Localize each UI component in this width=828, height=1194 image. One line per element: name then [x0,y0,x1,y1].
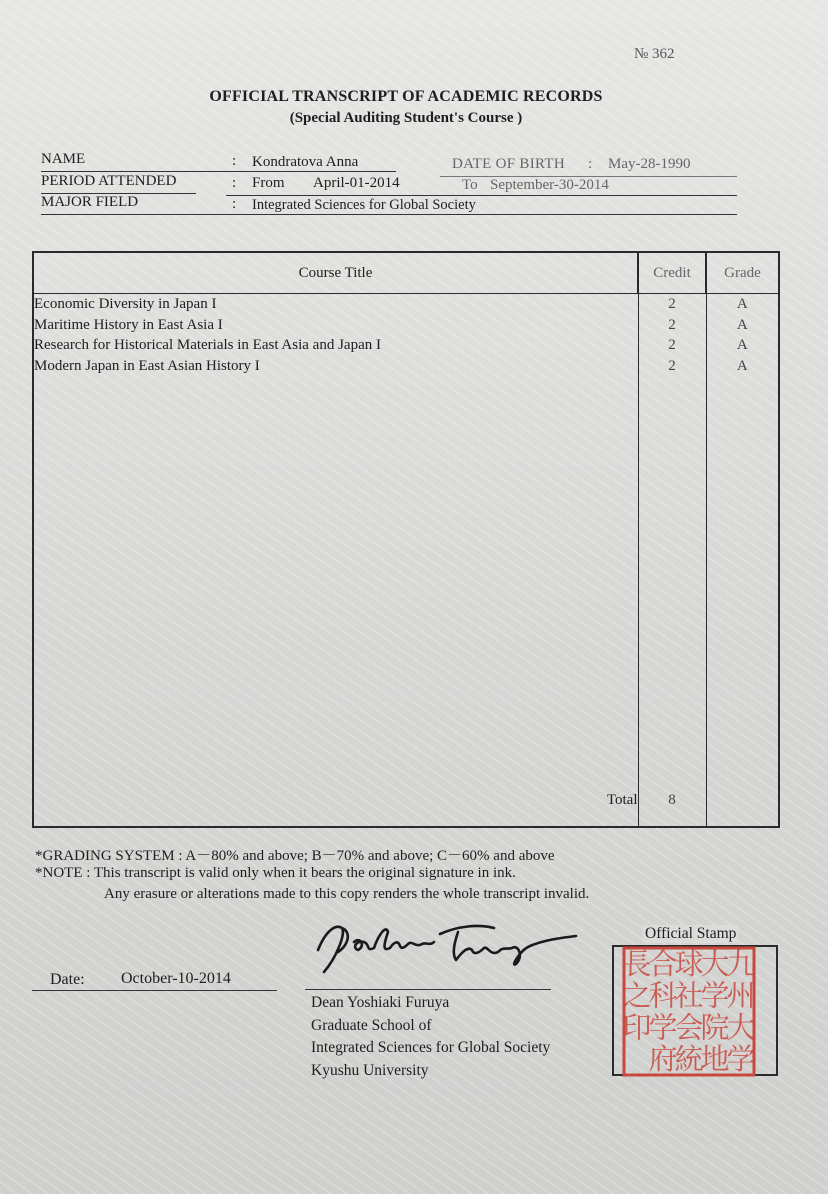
name-label: NAME [41,151,86,167]
course-title-cell: Modern Japan in East Asian History I [33,356,638,377]
grade-cell: A [706,315,779,336]
school-line-2: Integrated Sciences for Global Society [311,1039,551,1056]
seal-character: 大 [700,946,730,981]
date-value: October-10-2014 [121,970,231,987]
seal-character: 印 [622,1010,652,1045]
seal-character: 科 [648,978,678,1013]
seal-character: 学 [648,1010,678,1045]
seal-character: 院 [700,1010,730,1045]
major-value: Integrated Sciences for Global Society [252,197,476,213]
seal-character: 学 [700,978,730,1013]
total-value: 8 [638,774,706,827]
official-seal [620,944,758,1079]
table-row [33,294,779,315]
seal-character: 合 [648,946,678,981]
grade-cell: A [706,335,779,356]
erasure-note: Any erasure or alterations made to this copy renders the whole transcript invalid. [104,886,590,902]
handwritten-signature [308,912,583,982]
name-underline [41,171,396,172]
signature-underline [305,989,551,990]
dob-colon: : [588,156,593,172]
school-line-1: Graduate School of [311,1016,432,1034]
date-underline [32,990,277,991]
course-title-cell: Maritime History in East Asia I [33,315,638,336]
total-row [33,774,779,827]
major-underline [41,214,737,215]
dob-value: May-28-1990 [608,156,691,172]
seal-character: 社 [674,978,704,1013]
period-from-label: From [252,175,285,191]
credit-header: Credit [638,252,706,294]
course-table [32,251,780,828]
serial-number: № 362 [634,46,675,62]
signatory-block [311,992,550,1082]
seal-character: 大 [726,1010,756,1045]
seal-character: 府 [648,1042,678,1077]
period-colon: : [232,175,237,191]
seal-character: 州 [726,978,756,1013]
period-label: PERIOD ATTENDED [41,173,177,189]
seal-character: 統 [674,1042,704,1077]
dob-label: DATE OF BIRTH [452,156,566,172]
seal-character: 九 [726,946,756,981]
date-label: Date: [50,971,85,988]
name-colon: : [232,153,237,169]
table-row [33,356,779,377]
course-title-cell: Economic Diversity in Japan I [33,294,638,315]
official-stamp-label: Official Stamp [645,925,737,942]
period-to-value: September-30-2014 [490,177,609,193]
credit-cell: 2 [638,335,706,356]
validity-note: *NOTE : This transcript is valid only when it bears the original signature in ink. [35,865,516,881]
document-title: OFFICIAL TRANSCRIPT OF ACADEMIC RECORDS [209,88,603,105]
major-colon: : [232,196,237,212]
credit-cell: 2 [638,356,706,377]
grade-header: Grade [706,252,779,294]
grading-system-note: *GRADING SYSTEM : A－80% and above; B－70% and above; C－60% and above [35,848,555,864]
seal-character: 地 [700,1042,730,1077]
table-header-row [33,252,779,294]
seal-character: 之 [622,978,652,1013]
university-name: Kyushu University [311,1061,429,1079]
seal-character: 学 [726,1042,756,1077]
course-title-cell: Research for Historical Materials in East Asia and Japan I [33,335,638,356]
credit-cell: 2 [638,294,706,315]
period-to-label: To [462,177,478,193]
major-label: MAJOR FIELD [41,194,139,210]
empty-rows [33,376,779,774]
seal-character: 球 [674,946,704,981]
table-row [33,335,779,356]
dean-name: Dean Yoshiaki Furuya [311,994,450,1011]
document-subtitle: (Special Auditing Student's Course ) [289,110,523,126]
name-value: Kondratova Anna [252,154,359,170]
period-from-value: April-01-2014 [313,175,400,191]
total-label: Total [33,774,638,827]
seal-character: 長 [622,946,652,981]
seal-character: 会 [674,1010,704,1045]
grade-cell: A [706,294,779,315]
grade-cell: A [706,356,779,377]
credit-cell: 2 [638,315,706,336]
period-underline-right [226,195,737,196]
course-title-header: Course Title [33,252,638,294]
table-row [33,315,779,336]
